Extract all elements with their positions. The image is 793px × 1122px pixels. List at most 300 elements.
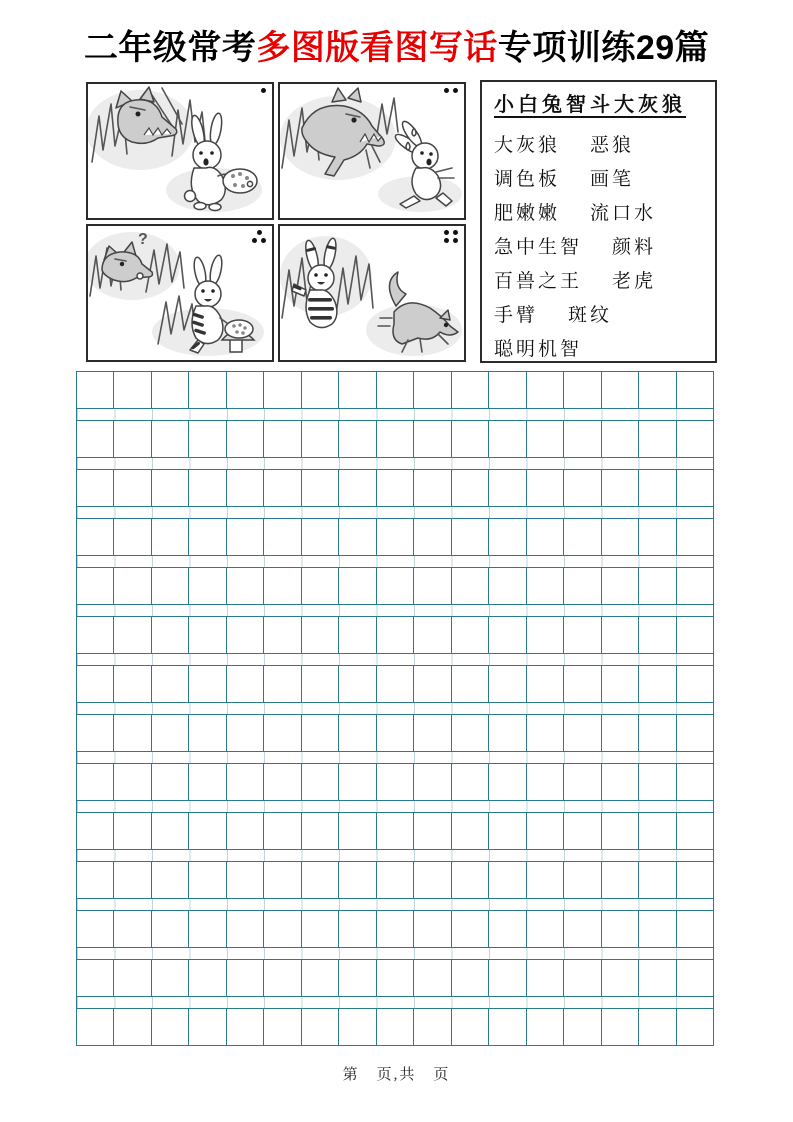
grid-cell: [414, 421, 451, 457]
grid-row-gap: [76, 948, 714, 959]
panel-2-number-dots: [444, 88, 458, 93]
grid-cell: [489, 519, 526, 555]
grid-cell: [339, 764, 376, 800]
grid-cell: [227, 911, 264, 947]
grid-cell: [602, 666, 639, 702]
grid-cell: [677, 372, 713, 408]
grid-cell: [264, 617, 301, 653]
grid-cell: [302, 715, 339, 751]
grid-cell: [602, 715, 639, 751]
vocab-row: [494, 160, 703, 194]
grid-cell: [602, 617, 639, 653]
grid-cell: [677, 764, 713, 800]
grid-row-gap: [76, 703, 714, 714]
grid-cell: [677, 911, 713, 947]
grid-cell: [639, 813, 676, 849]
grid-cell: [527, 764, 564, 800]
comic-panel-2: [278, 82, 466, 220]
grid-cell: [639, 715, 676, 751]
grid-row-gap: [76, 458, 714, 469]
grid-cell: [77, 666, 114, 702]
comic-panel-1: [86, 82, 274, 220]
grid-cell: [377, 470, 414, 506]
grid-cell: [339, 862, 376, 898]
grid-cell: [602, 568, 639, 604]
grid-cell: [527, 666, 564, 702]
grid-cell: [639, 1009, 676, 1045]
grid-row: [76, 616, 714, 654]
vocabulary-box: [480, 80, 717, 363]
grid-cell: [189, 862, 226, 898]
grid-cell: [452, 764, 489, 800]
question-mark-glyph: ?: [138, 231, 148, 248]
grid-cell: [77, 617, 114, 653]
grid-cell: [489, 813, 526, 849]
title-suffix: 专项训练29篇: [497, 29, 710, 67]
grid-cell: [452, 862, 489, 898]
grid-cell: [264, 666, 301, 702]
grid-cell: [114, 617, 151, 653]
grid-cell: [189, 666, 226, 702]
panel-4-number-dots: [444, 230, 458, 243]
grid-cell: [489, 960, 526, 996]
grid-cell: [227, 862, 264, 898]
grid-row: [76, 763, 714, 801]
grid-cell: [152, 715, 189, 751]
grid-cell: [339, 715, 376, 751]
grid-cell: [377, 862, 414, 898]
panel-1-number-dots: [261, 88, 266, 93]
grid-cell: [227, 715, 264, 751]
vocab-row: [494, 228, 703, 262]
grid-cell: [152, 372, 189, 408]
grid-cell: [114, 470, 151, 506]
grid-cell: [564, 568, 601, 604]
grid-cell: [227, 960, 264, 996]
grid-cell: [377, 1009, 414, 1045]
grid-cell: [114, 764, 151, 800]
grid-cell: [677, 666, 713, 702]
grid-cell: [639, 960, 676, 996]
vocab-word: 斑纹: [568, 304, 613, 326]
grid-cell: [339, 1009, 376, 1045]
grid-cell: [227, 519, 264, 555]
grid-row-gap: [76, 850, 714, 861]
grid-cell: [302, 568, 339, 604]
grid-cell: [377, 617, 414, 653]
grid-cell: [302, 470, 339, 506]
grid-cell: [264, 813, 301, 849]
grid-cell: [152, 617, 189, 653]
grid-cell: [489, 1009, 526, 1045]
grid-cell: [114, 960, 151, 996]
grid-cell: [414, 470, 451, 506]
grid-row: [76, 518, 714, 556]
grid-cell: [77, 715, 114, 751]
grid-cell: [77, 372, 114, 408]
grid-cell: [377, 960, 414, 996]
grid-cell: [527, 421, 564, 457]
grid-cell: [452, 813, 489, 849]
grid-cell: [527, 470, 564, 506]
grid-cell: [152, 519, 189, 555]
grid-cell: [564, 813, 601, 849]
grid-cell: [227, 372, 264, 408]
grid-cell: [414, 617, 451, 653]
grid-cell: [339, 470, 376, 506]
grid-cell: [339, 568, 376, 604]
grid-cell: [114, 372, 151, 408]
panel-1-illustration: [88, 84, 272, 218]
grid-cell: [564, 421, 601, 457]
grid-cell: [152, 813, 189, 849]
panel-3-number-dots: [252, 230, 266, 243]
grid-cell: [152, 421, 189, 457]
grid-cell: [114, 911, 151, 947]
grid-row: [76, 1008, 714, 1046]
grid-row-gap: [76, 409, 714, 420]
vocab-word: 大灰狼: [494, 134, 561, 156]
grid-row-gap: [76, 801, 714, 812]
grid-cell: [264, 960, 301, 996]
grid-cell: [564, 666, 601, 702]
vocab-row: [494, 330, 703, 364]
grid-cell: [339, 372, 376, 408]
grid-cell: [452, 911, 489, 947]
vocab-word: 肥嫩嫩: [494, 202, 561, 224]
grid-row-gap: [76, 605, 714, 616]
grid-cell: [527, 568, 564, 604]
grid-row-gap: [76, 899, 714, 910]
grid-cell: [114, 568, 151, 604]
grid-row-gap: [76, 997, 714, 1008]
grid-cell: [227, 617, 264, 653]
grid-cell: [114, 666, 151, 702]
vocab-word: 百兽之王: [494, 270, 583, 292]
grid-cell: [489, 470, 526, 506]
grid-cell: [77, 764, 114, 800]
grid-cell: [639, 519, 676, 555]
grid-cell: [302, 421, 339, 457]
grid-cell: [152, 568, 189, 604]
grid-cell: [377, 764, 414, 800]
grid-cell: [377, 666, 414, 702]
grid-cell: [189, 568, 226, 604]
grid-cell: [602, 372, 639, 408]
grid-cell: [602, 519, 639, 555]
grid-cell: [564, 617, 601, 653]
grid-cell: [377, 715, 414, 751]
grid-cell: [189, 715, 226, 751]
grid-cell: [677, 617, 713, 653]
grid-cell: [602, 960, 639, 996]
grid-cell: [339, 666, 376, 702]
grid-cell: [77, 1009, 114, 1045]
grid-cell: [489, 862, 526, 898]
grid-cell: [677, 862, 713, 898]
grid-cell: [489, 617, 526, 653]
vocab-word: 调色板: [494, 168, 561, 190]
vocab-row: [494, 296, 703, 330]
comic-strip: [86, 82, 466, 362]
grid-cell: [114, 1009, 151, 1045]
grid-row-gap: [76, 654, 714, 665]
grid-cell: [339, 617, 376, 653]
grid-cell: [527, 1009, 564, 1045]
vocab-row: [494, 126, 703, 160]
grid-cell: [77, 568, 114, 604]
grid-cell: [527, 372, 564, 408]
grid-cell: [302, 617, 339, 653]
grid-row: [76, 420, 714, 458]
grid-cell: [639, 421, 676, 457]
grid-cell: [677, 813, 713, 849]
grid-cell: [489, 372, 526, 408]
grid-cell: [414, 568, 451, 604]
grid-cell: [414, 715, 451, 751]
page-title: [0, 20, 793, 69]
grid-cell: [602, 813, 639, 849]
grid-cell: [302, 372, 339, 408]
grid-cell: [302, 813, 339, 849]
grid-cell: [639, 666, 676, 702]
grid-cell: [339, 519, 376, 555]
grid-cell: [264, 1009, 301, 1045]
grid-row-gap: [76, 556, 714, 567]
grid-row: [76, 469, 714, 507]
grid-cell: [227, 421, 264, 457]
grid-cell: [452, 617, 489, 653]
grid-cell: [264, 862, 301, 898]
grid-cell: [489, 568, 526, 604]
grid-cell: [114, 519, 151, 555]
grid-cell: [264, 715, 301, 751]
grid-cell: [677, 470, 713, 506]
grid-cell: [189, 813, 226, 849]
title-highlight: 多图版看图写话: [256, 29, 498, 67]
grid-cell: [564, 862, 601, 898]
grid-cell: [377, 519, 414, 555]
grid-cell: [189, 421, 226, 457]
grid-cell: [227, 470, 264, 506]
grid-row: [76, 371, 714, 409]
panel-2-illustration: [280, 84, 464, 218]
grid-row-gap: [76, 752, 714, 763]
grid-cell: [639, 862, 676, 898]
grid-cell: [639, 617, 676, 653]
grid-cell: [489, 715, 526, 751]
grid-cell: [152, 1009, 189, 1045]
grid-cell: [377, 568, 414, 604]
grid-cell: [264, 764, 301, 800]
grid-cell: [414, 764, 451, 800]
grid-cell: [564, 715, 601, 751]
grid-cell: [152, 470, 189, 506]
vocab-word: 聪明机智: [494, 338, 583, 360]
grid-cell: [527, 617, 564, 653]
grid-cell: [264, 911, 301, 947]
grid-cell: [564, 470, 601, 506]
grid-cell: [639, 372, 676, 408]
grid-cell: [602, 421, 639, 457]
grid-cell: [77, 470, 114, 506]
vocab-word: 恶狼: [590, 134, 635, 156]
grid-cell: [189, 519, 226, 555]
grid-row: [76, 665, 714, 703]
grid-cell: [152, 764, 189, 800]
grid-cell: [189, 470, 226, 506]
grid-cell: [564, 519, 601, 555]
grid-cell: [77, 862, 114, 898]
grid-cell: [302, 519, 339, 555]
grid-row-gap: [76, 507, 714, 518]
grid-cell: [564, 372, 601, 408]
grid-cell: [189, 764, 226, 800]
grid-cell: [189, 372, 226, 408]
grid-cell: [452, 1009, 489, 1045]
grid-cell: [452, 666, 489, 702]
grid-cell: [677, 519, 713, 555]
grid-cell: [377, 813, 414, 849]
grid-cell: [489, 764, 526, 800]
grid-cell: [264, 519, 301, 555]
comic-panel-4: [278, 224, 466, 362]
grid-cell: [489, 666, 526, 702]
grid-cell: [452, 372, 489, 408]
grid-cell: [339, 960, 376, 996]
grid-cell: [302, 666, 339, 702]
grid-cell: [639, 764, 676, 800]
grid-cell: [564, 911, 601, 947]
grid-cell: [414, 862, 451, 898]
grid-cell: [114, 421, 151, 457]
grid-cell: [677, 1009, 713, 1045]
grid-row: [76, 714, 714, 752]
grid-cell: [152, 862, 189, 898]
grid-cell: [302, 764, 339, 800]
grid-cell: [189, 911, 226, 947]
grid-cell: [602, 862, 639, 898]
grid-cell: [452, 960, 489, 996]
writing-grid: [76, 371, 714, 1046]
grid-cell: [414, 372, 451, 408]
grid-cell: [677, 568, 713, 604]
grid-cell: [189, 960, 226, 996]
vocab-word: 流口水: [590, 202, 657, 224]
grid-cell: [414, 911, 451, 947]
grid-row: [76, 567, 714, 605]
vocab-word: 画笔: [590, 168, 635, 190]
grid-cell: [227, 666, 264, 702]
grid-cell: [414, 1009, 451, 1045]
grid-cell: [339, 813, 376, 849]
grid-row: [76, 910, 714, 948]
grid-cell: [452, 519, 489, 555]
page-footer: 第 页,共 页: [342, 1067, 451, 1083]
vocabulary-title: 小白兔智斗大灰狼: [494, 94, 686, 116]
grid-cell: [152, 911, 189, 947]
title-prefix: 二年级常考: [83, 29, 257, 67]
vocab-word: 颜料: [612, 236, 657, 258]
grid-cell: [264, 372, 301, 408]
grid-cell: [564, 1009, 601, 1045]
grid-cell: [527, 519, 564, 555]
vocab-word: 急中生智: [494, 236, 583, 258]
grid-cell: [414, 813, 451, 849]
vocab-word: 老虎: [612, 270, 657, 292]
grid-cell: [414, 519, 451, 555]
grid-cell: [452, 715, 489, 751]
grid-cell: [564, 764, 601, 800]
vocab-row: [494, 194, 703, 228]
grid-cell: [564, 960, 601, 996]
grid-cell: [414, 666, 451, 702]
grid-cell: [114, 715, 151, 751]
grid-cell: [227, 568, 264, 604]
grid-cell: [639, 470, 676, 506]
grid-cell: [339, 911, 376, 947]
panel-3-illustration: [88, 226, 272, 360]
grid-cell: [602, 911, 639, 947]
vocab-word: 手臂: [494, 304, 539, 326]
grid-cell: [527, 715, 564, 751]
grid-cell: [452, 568, 489, 604]
grid-cell: [77, 421, 114, 457]
grid-row: [76, 861, 714, 899]
grid-cell: [114, 813, 151, 849]
grid-cell: [527, 911, 564, 947]
vocab-row: [494, 262, 703, 296]
grid-cell: [377, 421, 414, 457]
grid-cell: [452, 470, 489, 506]
grid-cell: [264, 421, 301, 457]
grid-cell: [189, 617, 226, 653]
grid-cell: [339, 421, 376, 457]
grid-cell: [527, 960, 564, 996]
grid-cell: [602, 470, 639, 506]
grid-cell: [227, 1009, 264, 1045]
grid-cell: [77, 519, 114, 555]
grid-cell: [114, 862, 151, 898]
grid-cell: [639, 911, 676, 947]
grid-row: [76, 812, 714, 850]
grid-row: [76, 959, 714, 997]
grid-cell: [77, 911, 114, 947]
grid-cell: [302, 1009, 339, 1045]
grid-cell: [227, 813, 264, 849]
grid-cell: [377, 372, 414, 408]
grid-cell: [227, 764, 264, 800]
grid-cell: [264, 568, 301, 604]
grid-cell: [527, 813, 564, 849]
grid-cell: [677, 960, 713, 996]
grid-cell: [264, 470, 301, 506]
grid-cell: [602, 1009, 639, 1045]
grid-cell: [189, 1009, 226, 1045]
grid-cell: [302, 960, 339, 996]
grid-cell: [602, 764, 639, 800]
panel-4-illustration: [280, 226, 464, 360]
grid-cell: [77, 813, 114, 849]
grid-cell: [377, 911, 414, 947]
comic-panel-3: [86, 224, 274, 362]
grid-cell: [677, 715, 713, 751]
grid-cell: [152, 960, 189, 996]
grid-cell: [677, 421, 713, 457]
grid-cell: [302, 911, 339, 947]
grid-cell: [639, 568, 676, 604]
grid-cell: [77, 960, 114, 996]
